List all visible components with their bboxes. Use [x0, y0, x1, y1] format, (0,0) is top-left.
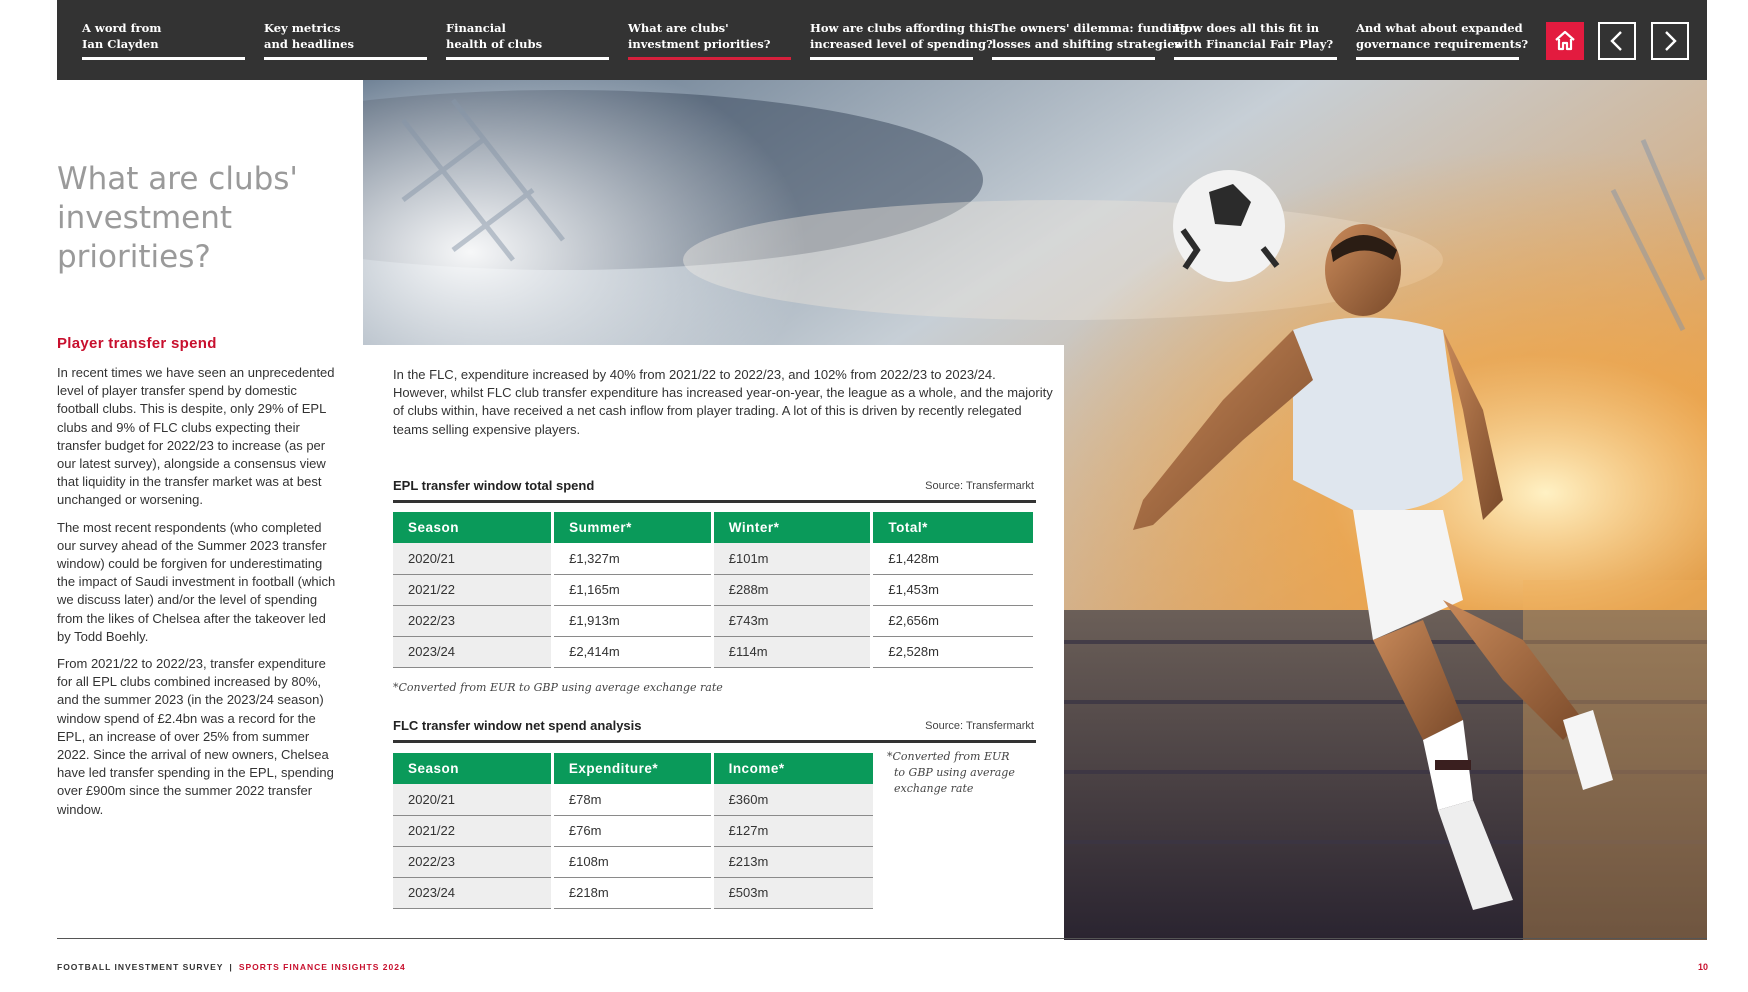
page-title: [57, 160, 317, 277]
nav-item-line: and headlines: [264, 37, 354, 51]
table-cell: £1,913m: [553, 605, 713, 636]
body-paragraph: From 2021/22 to 2022/23, transfer expenditure for all EPL clubs combined increased by 80%, and the summer 2023 (in the 2023/24 season) window spend of £2.4bn was a record for the EPL, an increase of over 25% from summer 2022. Since the arrival of new owners, Chelsea have led transfer spending in the EPL, spending over £900m since the summer 2022 transfer window.: [57, 656, 334, 817]
section-heading: Player transfer spend: [57, 335, 217, 352]
home-icon: [1553, 29, 1577, 53]
epl-table-rule: [393, 500, 1036, 503]
column-header: Expenditure*: [552, 753, 712, 784]
table-cell: 2021/22: [393, 574, 553, 605]
nav-item-line: How does all this fit in: [1174, 21, 1320, 35]
nav-item-line: health of clubs: [446, 37, 543, 51]
table-cell: £76m: [552, 815, 712, 846]
nav-item-key-metrics[interactable]: [264, 20, 427, 60]
nav-item-line: Financial: [446, 21, 506, 35]
table-cell: 2020/21: [393, 784, 552, 815]
epl-table-footnote: *Converted from EUR to GBP using average exchange rate: [393, 681, 723, 694]
page-title-line: What are clubs': [57, 161, 298, 197]
table-cell: £1,165m: [553, 574, 713, 605]
table-row: [393, 636, 1035, 667]
table-cell: £1,453m: [872, 574, 1035, 605]
table-row: [393, 846, 875, 877]
table-cell: £218m: [552, 877, 712, 908]
flc-table-title: FLC transfer window net spend analysis: [393, 718, 642, 733]
column-header: Winter*: [712, 512, 872, 543]
table-row: [393, 815, 875, 846]
chevron-right-icon: [1660, 30, 1680, 52]
column-header: Summer*: [553, 512, 713, 543]
table-cell: £213m: [712, 846, 874, 877]
table-row: [393, 574, 1035, 605]
nav-item-governance-requirements[interactable]: [1356, 20, 1529, 60]
nav-item-line: A word from: [82, 21, 162, 35]
footer-separator: |: [229, 962, 233, 972]
footer: [57, 962, 406, 972]
footnote-line: to GBP using average: [894, 766, 1015, 779]
nav-item-line: What are clubs': [628, 21, 729, 35]
chevron-left-icon: [1607, 30, 1627, 52]
page-number: 10: [1697, 962, 1708, 972]
top-navigation: [57, 0, 1707, 80]
nav-item-line: And what about expanded: [1356, 21, 1523, 35]
nav-item-line: with Financial Fair Play?: [1174, 37, 1334, 51]
table-cell: £101m: [712, 543, 872, 574]
table-cell: £503m: [712, 877, 874, 908]
nav-item-line: governance requirements?: [1356, 37, 1529, 51]
page-title-line: priorities?: [57, 239, 211, 275]
table-cell: 2020/21: [393, 543, 553, 574]
body-text-column: [57, 364, 342, 828]
table-header-row: [393, 753, 875, 784]
table-cell: £288m: [712, 574, 872, 605]
footer-rule: [57, 938, 1707, 939]
table-cell: £360m: [712, 784, 874, 815]
nav-item-line: investment priorities?: [628, 37, 771, 51]
epl-table-title: EPL transfer window total spend: [393, 478, 595, 493]
footnote-line: *Converted from EUR: [887, 750, 1010, 763]
table-cell: 2023/24: [393, 877, 552, 908]
content-panel: [363, 345, 1064, 940]
footnote-line: exchange rate: [894, 782, 974, 795]
table-row: [393, 605, 1035, 636]
table-cell: 2022/23: [393, 605, 553, 636]
nav-item-word-from-ian-clayden[interactable]: [82, 20, 245, 60]
table-cell: £127m: [712, 815, 874, 846]
column-header: Season: [393, 753, 552, 784]
page-title-line: investment: [57, 200, 233, 236]
intro-paragraph: In the FLC, expenditure increased by 40% from 2021/22 to 2022/23, and 102% from 2022/23 to 2023/24. However, whilst FLC club transfer expenditure has increased year-on-year, the league as a whole, and the majority of clubs within, have received a net cash inflow from player trading. A lot of this is driven by recently relegated teams selling expensive players.: [393, 367, 1053, 437]
nav-item-affording-spending[interactable]: [810, 20, 994, 60]
table-header-row: [393, 512, 1035, 543]
nav-item-line: Key metrics: [264, 21, 341, 35]
table-cell: £1,327m: [553, 543, 713, 574]
publication-name: FOOTBALL INVESTMENT SURVEY: [57, 962, 224, 972]
table-cell: £114m: [712, 636, 872, 667]
table-cell: 2022/23: [393, 846, 552, 877]
nav-item-line: Ian Clayden: [82, 37, 159, 51]
nav-item-line: The owners' dilemma: funding: [992, 21, 1189, 35]
flc-transfer-table: [393, 753, 876, 909]
table-cell: £2,656m: [872, 605, 1035, 636]
table-row: [393, 877, 875, 908]
nav-item-owners-dilemma[interactable]: [992, 20, 1189, 60]
body-paragraph: The most recent respondents (who completed our survey ahead of the Summer 2023 transfer window) could be forgiven for underestimating the impact of Saudi investment in football (which we discuss later) and/or the level of spending from the likes of Chelsea after the takeover led by Todd Boehly.: [57, 519, 336, 644]
flc-table-source: Source: Transfermarkt: [925, 720, 1034, 732]
next-page-button[interactable]: [1651, 22, 1689, 60]
table-cell: £2,414m: [553, 636, 713, 667]
table-cell: £2,528m: [872, 636, 1035, 667]
epl-transfer-table: [393, 512, 1036, 668]
column-header: Season: [393, 512, 553, 543]
table-cell: £743m: [712, 605, 872, 636]
nav-item-line: How are clubs affording this: [810, 21, 994, 35]
body-paragraph: In recent times we have seen an unprecedented level of player transfer spend by domestic football clubs. This is despite, only 29% of EPL clubs and 9% of FLC clubs expecting their transfer budget for 2022/23 to increase (as per our latest survey), alongside a consensus view that liquidity in the transfer market was at best unchanged or worsening.: [57, 365, 335, 508]
flc-table-rule: [393, 740, 1036, 743]
column-header: Total*: [872, 512, 1035, 543]
nav-item-financial-health[interactable]: [446, 20, 609, 60]
table-cell: £1,428m: [872, 543, 1035, 574]
table-row: [393, 784, 875, 815]
home-button[interactable]: [1546, 22, 1584, 60]
previous-page-button[interactable]: [1598, 22, 1636, 60]
table-cell: 2023/24: [393, 636, 553, 667]
nav-item-line: increased level of spending?: [810, 37, 993, 51]
table-cell: £78m: [552, 784, 712, 815]
flc-table-footnote: [887, 749, 1015, 797]
nav-item-financial-fair-play[interactable]: [1174, 20, 1337, 60]
table-row: [393, 543, 1035, 574]
nav-item-investment-priorities[interactable]: [628, 20, 791, 60]
table-cell: £108m: [552, 846, 712, 877]
epl-table-source: Source: Transfermarkt: [925, 480, 1034, 492]
table-cell: 2021/22: [393, 815, 552, 846]
footer-brand: SPORTS FINANCE INSIGHTS 2024: [238, 962, 406, 972]
column-header: Income*: [712, 753, 874, 784]
nav-item-line: losses and shifting strategies: [992, 37, 1182, 51]
